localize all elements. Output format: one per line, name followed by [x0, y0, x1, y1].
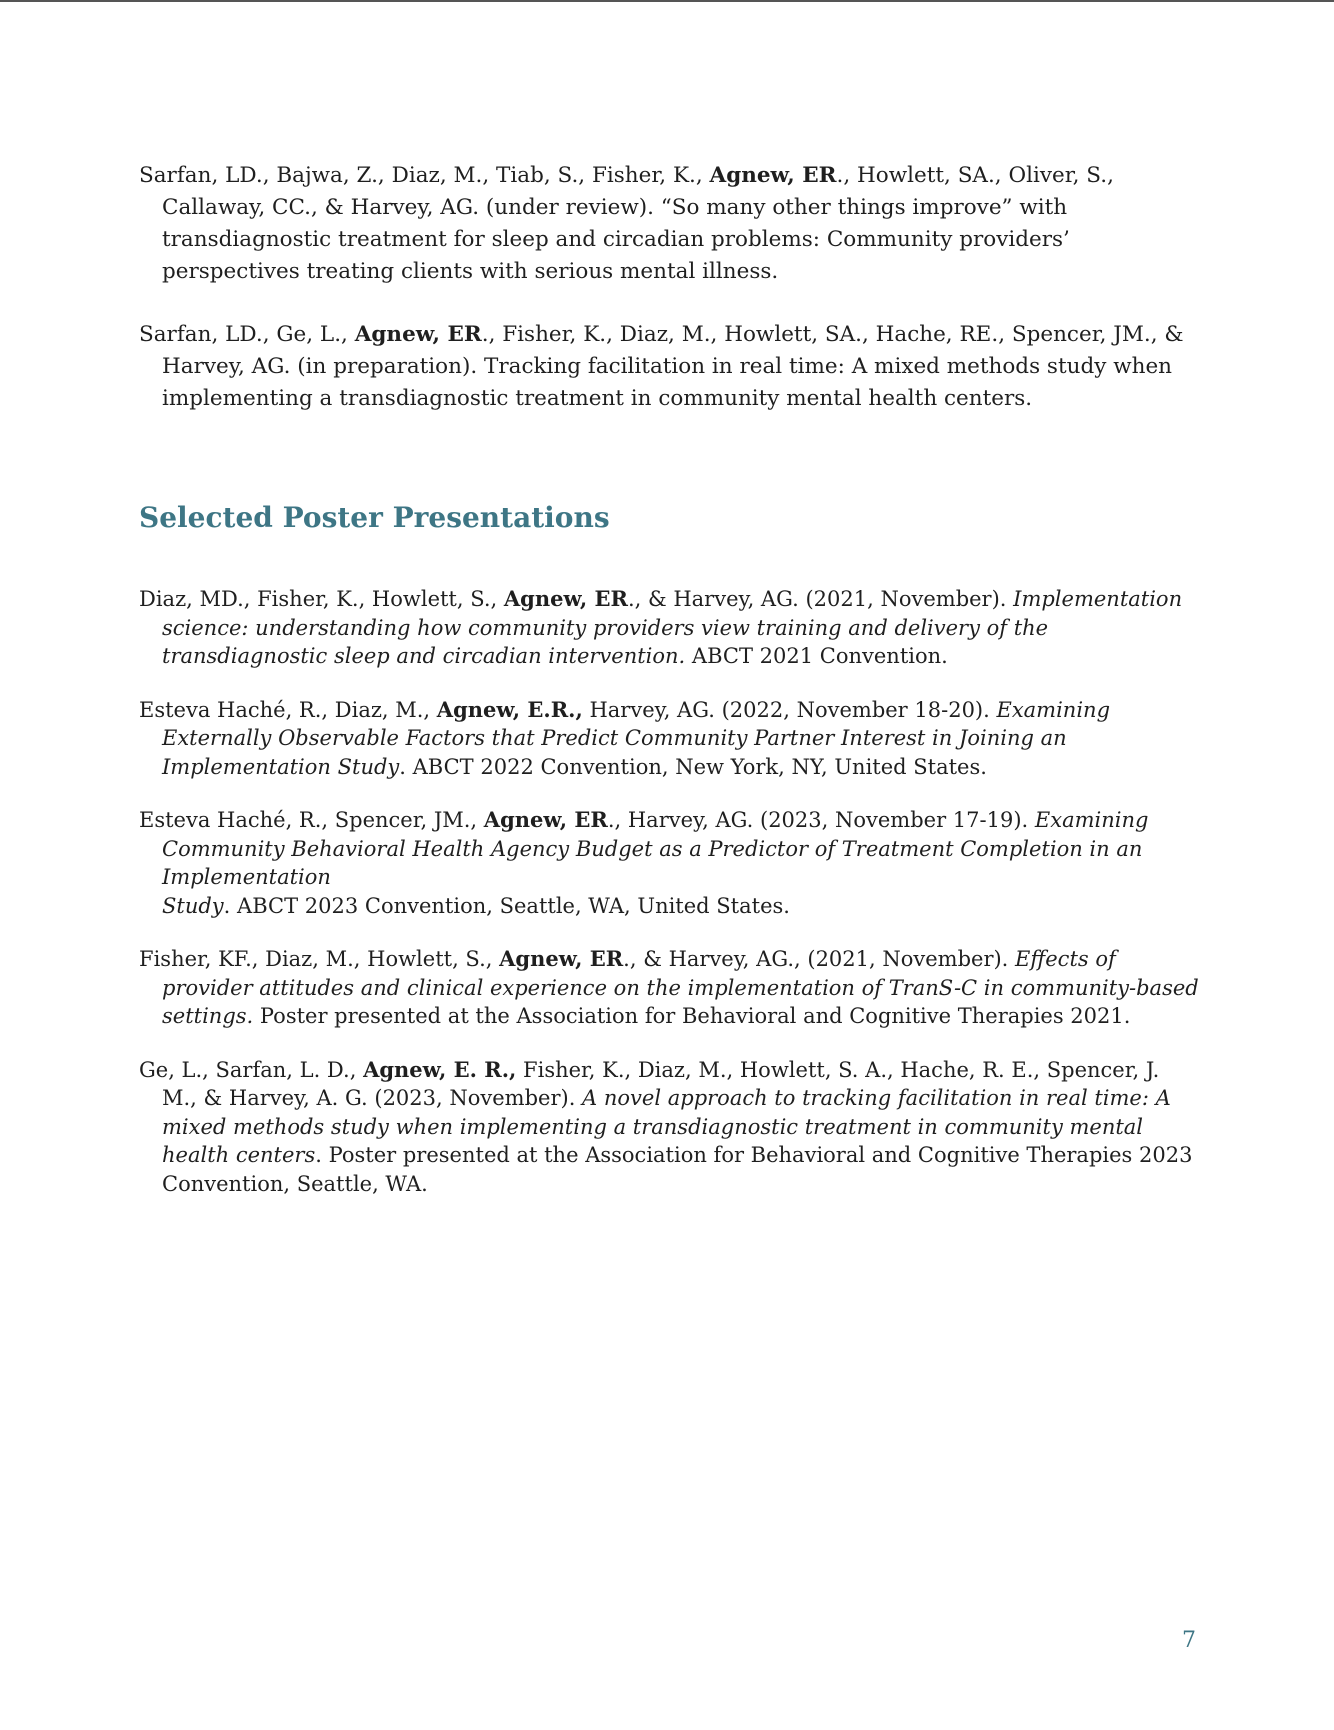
citation-text: . ABCT 2023 Convention, Seattle, WA, United States. [223, 893, 790, 918]
work-title: Examining Externally Observable Factors that Predict Community Partner Interest in Joining an Implementation Study [162, 697, 1111, 779]
citation-text: . ABCT 2022 Convention, New York, NY, United States. [399, 754, 987, 779]
citation-text: Harvey, AG. (2022, November 18-20). [582, 697, 997, 722]
citation-text: ABCT 2021 Convention. [685, 644, 948, 668]
top-border-rule [0, 0, 1334, 2]
poster-entry [139, 945, 1199, 1031]
work-title: Study [162, 893, 224, 918]
citation-text: Sarfan, LD., Ge, L., [139, 322, 355, 347]
citation-text: . Poster presented at the Association for Behavioral and Cognitive Therapies 2023 Convention, Seattle, WA. [162, 1143, 1193, 1196]
citation-text: ., & Harvey, AG. (2021, November). [627, 587, 1014, 611]
author-highlight: Agnew, E.R., [436, 696, 583, 722]
page-content [139, 160, 1199, 1223]
poster-entry [139, 806, 1199, 920]
citation-text: Esteva Haché, R., Diaz, M., [139, 697, 437, 722]
citation-text: Diaz, MD., Fisher, K., Howlett, S., [139, 587, 504, 611]
author-highlight: Agnew, ER [354, 322, 482, 347]
work-title: A novel approach to tracking facilitation in real time: A mixed methods study when implementing a transdiagnostic treatment in community mental health centers [162, 1086, 1171, 1167]
citation-text: Esteva Haché, R., Spencer, JM., [139, 808, 484, 832]
author-highlight: Agnew, ER [503, 586, 628, 611]
publication-entry [139, 319, 1199, 415]
citation-text: Sarfan, LD., Bajwa, Z., Diaz, M., Tiab, S., Fisher, K., [139, 163, 710, 188]
author-highlight: Agnew, ER [483, 807, 608, 832]
work-title: Implementation science: understanding how community providers view training and delivery of the transdiagnostic sleep and circadian intervention. [162, 587, 1183, 668]
citation-text: ., Howlett, SA., Oliver, S., Callaway, CC., & Harvey, AG. (under review). “So many other things improve” with transdiagnostic treatment for sleep and circadian problems: Community providers’ perspectives treating clients with serious mental illness. [162, 163, 1114, 284]
citation-text: ., Fisher, K., Diaz, M., Howlett, SA., Hache, RE., Spencer, JM., & Harvey, AG. (in preparation). Tracking facilitation in real time: A mixed methods study when implementing a transdiagnostic treatment in community mental health centers. [162, 322, 1184, 411]
poster-entry [139, 1056, 1199, 1199]
author-highlight: Agnew, ER [499, 946, 624, 971]
citation-text: ., & Harvey, AG., (2021, November). [623, 947, 1016, 971]
poster-entry [139, 696, 1199, 782]
poster-entry [139, 585, 1199, 671]
citation-text: Poster presented at the Association for Behavioral and Cognitive Therapies 2021. [253, 1004, 1131, 1028]
author-highlight: Agnew, ER [709, 163, 837, 188]
citation-text: Fisher, KF., Diaz, M., Howlett, S., [139, 947, 500, 971]
page-number: 7 [1182, 1628, 1196, 1653]
citation-text: Ge, L., Sarfan, L. D., [139, 1057, 364, 1082]
publications-list [139, 160, 1199, 415]
publication-entry [139, 160, 1199, 288]
author-highlight: Agnew, E. R., [363, 1056, 517, 1082]
posters-list [139, 585, 1199, 1198]
work-title: Examining Community Behavioral Health Agency Budget as a Predictor of Treatment Completion in an Implementation [162, 808, 1149, 889]
section-heading-posters: Selected Poster Presentations [139, 501, 610, 534]
citation-text: Fisher, K., Diaz, M., Howlett, S. A., Hache, R. E., Spencer, J. M., & Harvey, A. G. (2023, November). [162, 1057, 1160, 1110]
citation-text: ., Harvey, AG. (2023, November 17-19). [607, 808, 1035, 832]
work-title: Effects of provider attitudes and clinical experience on the implementation of TranS-C in community-based settings. [162, 947, 1199, 1028]
